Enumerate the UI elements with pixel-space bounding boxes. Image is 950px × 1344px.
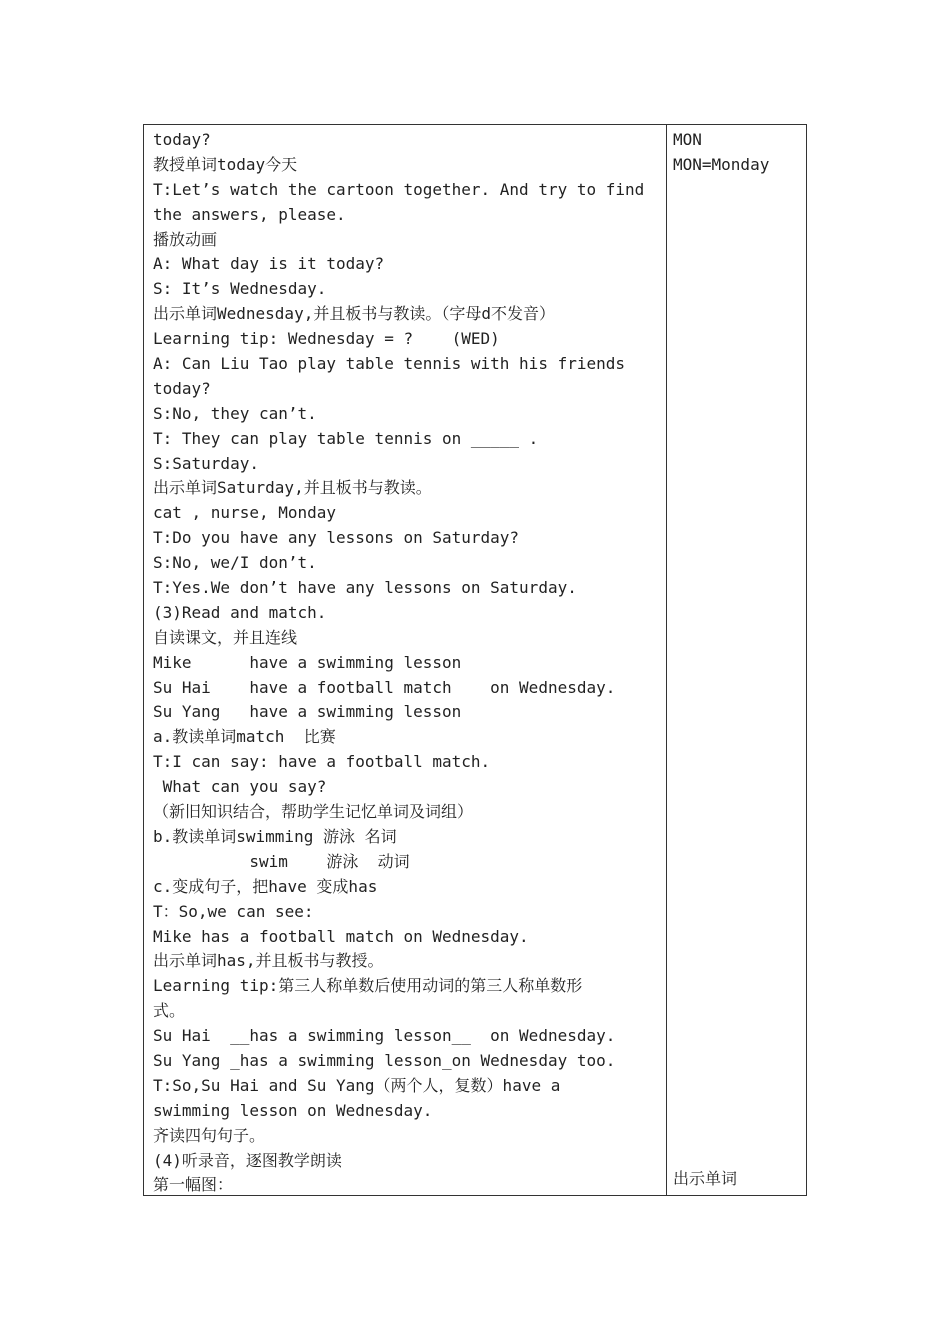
text-line: （新旧知识结合，帮助学生记忆单词及词组） — [153, 802, 474, 822]
text-line: Learning tip:第三人称单数后使用动词的第三人称单数形 — [153, 976, 583, 996]
text-line: Mike has a football match on Wednesday. — [153, 926, 529, 946]
text-line: A: What day is it today? — [153, 254, 385, 274]
text-line: 式。 — [153, 1001, 186, 1021]
text-line: a.教读单词match 比赛 — [153, 727, 336, 747]
text-line: (4)听录音，逐图教学朗读 — [153, 1150, 342, 1170]
text-line: the answers, please. — [153, 204, 346, 224]
text-line: 出示单词has,并且板书与教授。 — [153, 951, 384, 971]
text-line: Su Hai __has a swimming lesson__ on Wednesday. — [153, 1026, 616, 1046]
text-line: 教授单词today今天 — [153, 154, 298, 174]
text-line: T:Yes.We don’t have any lessons on Saturday. — [153, 578, 577, 598]
text-line: swimming lesson on Wednesday. — [153, 1100, 433, 1120]
text-line: Mike have a swimming lesson — [153, 652, 462, 672]
teaching-process-column — [153, 128, 661, 1198]
text-line: today? — [153, 130, 211, 149]
text-line: T: They can play table tennis on _____ . — [153, 428, 539, 448]
text-line: b.教读单词swimming 游泳 名词 — [153, 826, 397, 846]
side-note: MON — [673, 130, 702, 149]
text-line: S:No, they can’t. — [153, 403, 317, 423]
text-line: 自读课文，并且连线 — [153, 627, 298, 647]
text-line: swim 游泳 动词 — [153, 851, 410, 871]
text-line: What can you say? — [153, 777, 327, 797]
text-line: T:Let’s watch the cartoon together. And try to find — [153, 179, 645, 199]
text-line: T:So,Su Hai and Su Yang（两个人，复数）have a — [153, 1075, 561, 1095]
text-line: 齐读四句句子。 — [153, 1125, 266, 1145]
text-line: Su Yang _has a swimming lesson_on Wednesday too. — [153, 1050, 616, 1070]
text-line: A: Can Liu Tao play table tennis with his friends — [153, 354, 626, 374]
notes-column — [673, 128, 803, 1192]
text-line: T：So,we can see: — [153, 901, 314, 921]
lesson-plan-table — [143, 124, 807, 1196]
side-note-bottom: 出示单词 — [673, 1169, 738, 1189]
text-line: S: It’s Wednesday. — [153, 279, 327, 299]
text-line: T:I can say: have a football match. — [153, 752, 491, 772]
side-note: MON=Monday — [673, 154, 770, 174]
text-line: 第一幅图： — [153, 1175, 234, 1195]
text-line: 出示单词Wednesday,并且板书与教读。（字母d不发音） — [153, 304, 555, 324]
text-line: T:Do you have any lessons on Saturday? — [153, 528, 520, 548]
column-divider — [666, 125, 667, 1195]
text-line: Su Yang have a swimming lesson — [153, 702, 462, 722]
text-line: 播放动画 — [153, 229, 218, 249]
text-line: (3)Read and match. — [153, 602, 327, 622]
text-line: S:No, we/I don’t. — [153, 553, 317, 573]
text-line: today? — [153, 378, 211, 398]
text-line: S:Saturday. — [153, 453, 259, 473]
text-line: Learning tip: Wednesday = ? (WED) — [153, 329, 500, 349]
text-line: c.变成句子，把have 变成has — [153, 876, 378, 896]
text-line: cat , nurse, Monday — [153, 503, 337, 523]
text-line: Su Hai have a football match on Wednesday. — [153, 677, 616, 697]
text-line: 出示单词Saturday,并且板书与教读。 — [153, 478, 432, 498]
